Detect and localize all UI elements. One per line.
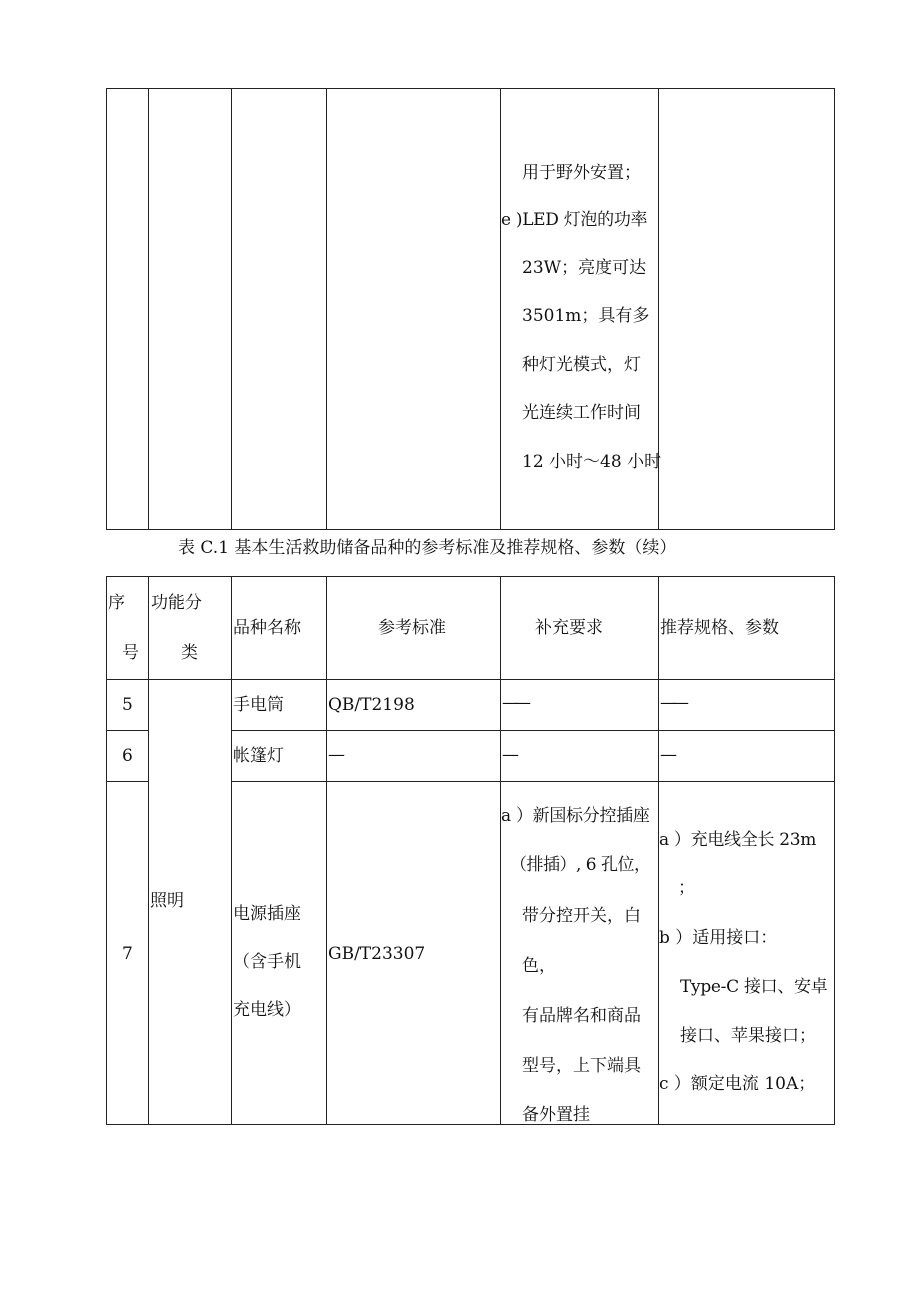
- row-specs: ——: [660, 693, 684, 713]
- row-requirement-line: （排插）, 6 孔位，: [510, 855, 651, 875]
- row-requirement-line: 有品牌名和商品: [522, 1006, 641, 1026]
- top-requirement-line: 3501m；具有多: [522, 306, 650, 326]
- col-line: [106, 576, 107, 1125]
- row-seq: 5: [122, 695, 133, 715]
- col-line: [326, 576, 327, 1125]
- row-divider: [106, 781, 148, 782]
- table-caption: 表 C.1 基本生活救助储备品种的参考标准及推荐规格、参数（续）: [178, 538, 677, 558]
- row-spec-line: 接口、苹果接口；: [680, 1026, 816, 1046]
- row-divider: [231, 781, 835, 782]
- category-lighting: 照明: [150, 891, 184, 911]
- col-line: [834, 576, 835, 1125]
- row-spec-line: Type-C 接口、安卓: [680, 977, 828, 997]
- row-name-line: 充电线）: [233, 1000, 301, 1020]
- row-requirement-line: 备外置挂: [522, 1105, 590, 1125]
- header-category: 功能分: [151, 593, 202, 613]
- top-requirement-line: 种灯光模式，灯: [522, 355, 641, 375]
- row-standard: —: [328, 745, 345, 765]
- row-name: 手电筒: [233, 695, 284, 715]
- col-line: [148, 576, 149, 1125]
- row-requirement-line: 色，: [522, 956, 556, 976]
- row-divider: [106, 679, 835, 680]
- row-seq: 6: [122, 746, 133, 766]
- top-requirement-line: 光连续工作时间: [522, 403, 641, 423]
- col-line: [500, 576, 501, 1125]
- top-requirement-line: 23W；亮度可达: [522, 258, 647, 278]
- table-border-bottom: [106, 1124, 835, 1125]
- header-specs: 推荐规格、参数: [660, 618, 779, 638]
- header-seq: 号: [122, 643, 139, 663]
- header-category: 类: [181, 643, 198, 663]
- top-requirement-line: e )LED 灯泡的功率: [501, 210, 648, 230]
- row-spec-line: b ）适用接口：: [659, 928, 778, 948]
- top-requirement-line: 用于野外安置；: [522, 163, 641, 183]
- col-line: [658, 576, 659, 1125]
- header-requirements: 补充要求: [535, 618, 603, 638]
- row-standard: QB/T2198: [328, 695, 415, 715]
- row-requirements: —: [502, 745, 519, 765]
- row-requirements: ——: [502, 693, 526, 713]
- header-seq: 序: [108, 593, 125, 613]
- header-name: 品种名称: [233, 618, 301, 638]
- col-line: [231, 576, 232, 1125]
- top-requirement-line: 12 小时～48 小时: [522, 452, 662, 472]
- row-specs: —: [660, 745, 677, 765]
- row-requirement-line: 带分控开关，白: [522, 906, 641, 926]
- row-requirement-line: a ）新国标分控插座: [501, 806, 650, 826]
- row-name-line: （含手机: [233, 952, 301, 972]
- row-name-line: 电源插座: [233, 904, 301, 924]
- row-spec-line: ；: [678, 878, 695, 898]
- header-standard: 参考标准: [378, 618, 446, 638]
- row-requirement-line: 型号，上下端具: [522, 1056, 641, 1076]
- row-standard: GB/T23307: [328, 944, 426, 964]
- row-divider: [106, 730, 148, 731]
- row-spec-line: a ）充电线全长 23m: [659, 830, 817, 850]
- row-seq: 7: [122, 944, 133, 964]
- row-spec-line: c ）额定电流 10A；: [659, 1074, 816, 1094]
- row-name: 帐篷灯: [233, 746, 284, 766]
- row-divider: [231, 730, 835, 731]
- table-border-top: [106, 576, 835, 577]
